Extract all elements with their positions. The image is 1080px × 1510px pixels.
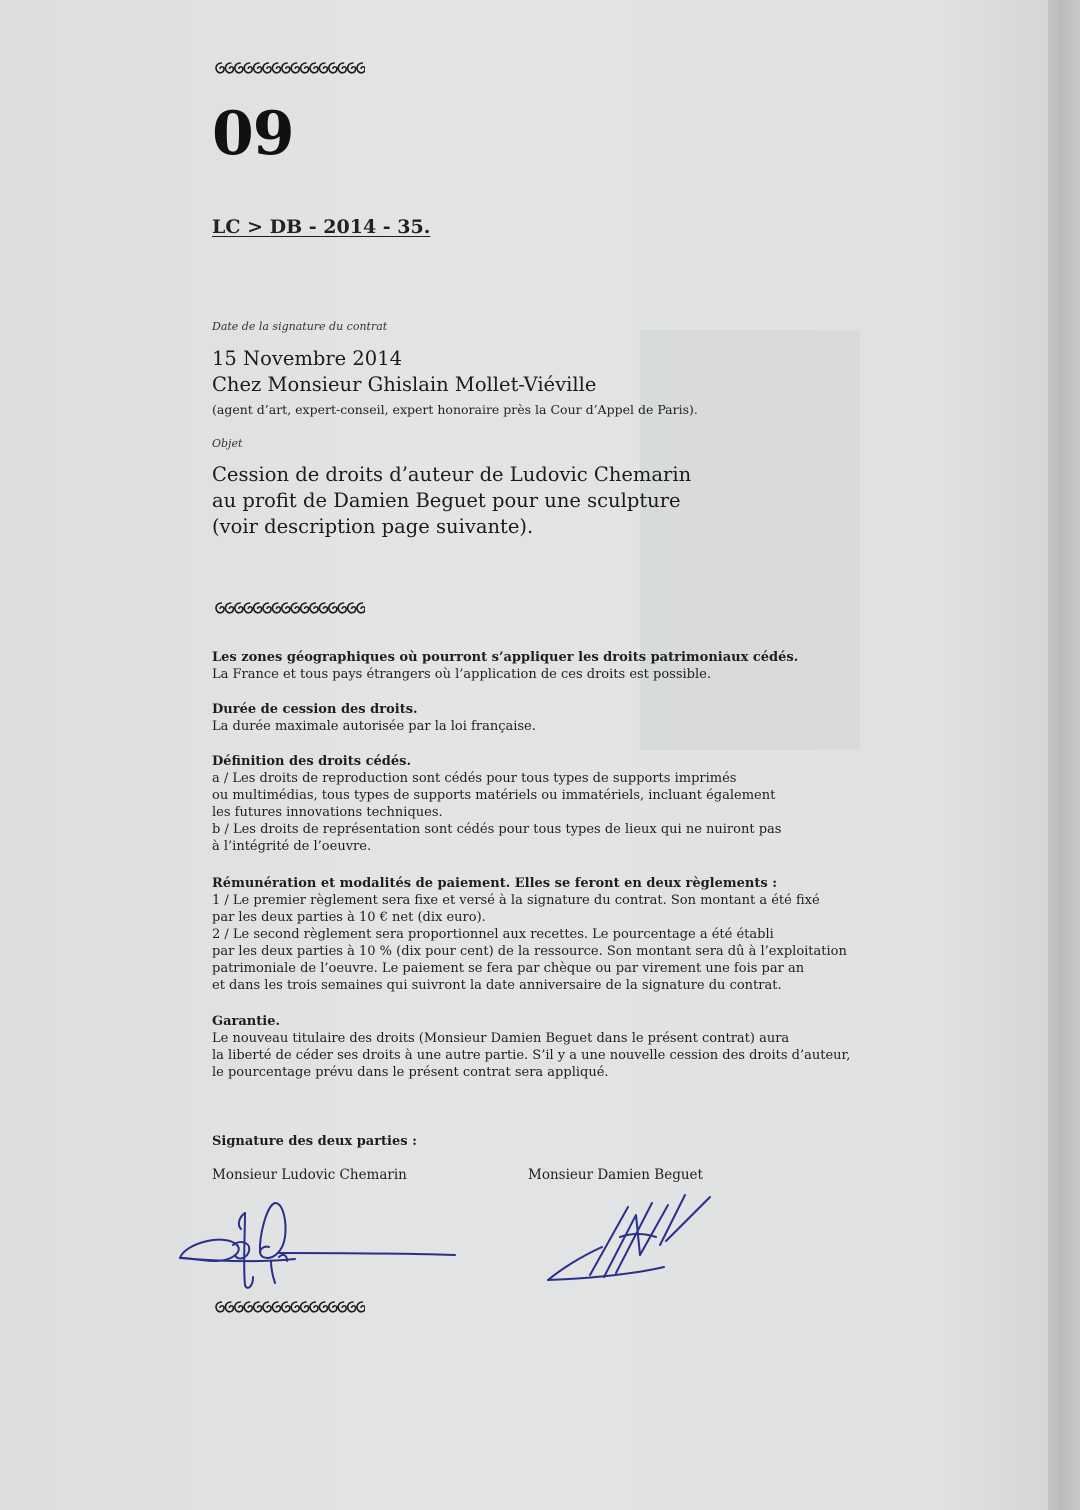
chain-link <box>244 63 252 73</box>
clause-payment <box>212 875 847 994</box>
chain-link <box>329 603 337 613</box>
chain-link <box>272 1302 280 1312</box>
show-through-shadow <box>640 330 860 750</box>
chain-link <box>301 1302 309 1312</box>
chain-link <box>348 63 356 73</box>
clause-line: a / Les droits de reproduction sont cédés pour tous types de supports imprimés <box>212 771 737 786</box>
object-text <box>212 462 691 540</box>
chain-ornament-icon <box>213 1299 365 1315</box>
chain-link <box>235 63 243 73</box>
contract-reference: LC > DB - 2014 - 35. <box>212 216 431 238</box>
contract-place: Chez Monsieur Ghislain Mollet-Viéville <box>212 373 597 396</box>
object-line: au profit de Damien Beguet pour une sculpture <box>212 489 681 512</box>
chain-link <box>263 63 271 73</box>
chain-ornament-icon <box>213 600 365 616</box>
page-number: 09 <box>212 99 294 169</box>
chain-link <box>216 1302 224 1312</box>
book-spine-shadow <box>1048 0 1080 1510</box>
chain-link <box>310 63 318 73</box>
clause-line: la liberté de céder ses droits à une autre partie. S’il y a une nouvelle cession des droits d’auteur, <box>212 1048 851 1063</box>
contract-date: 15 Novembre 2014 <box>212 347 403 370</box>
object-line: Cession de droits d’auteur de Ludovic Chemarin <box>212 463 692 486</box>
chain-link <box>291 63 299 73</box>
clause-heading: Rémunération et modalités de paiement. Elles se feront en deux règlements : <box>212 876 778 891</box>
chain-link <box>282 1302 290 1312</box>
clause-line: 2 / Le second règlement sera proportionnel aux recettes. Le pourcentage a été établi <box>212 927 774 942</box>
chain-link <box>310 1302 318 1312</box>
chain-link <box>319 603 327 613</box>
clause-line: 1 / Le premier règlement sera fixe et versé à la signature du contrat. Son montant a été fixé <box>212 893 820 908</box>
clause-definition <box>212 753 781 855</box>
clause-line: La France et tous pays étrangers où l’application de ces droits est possible. <box>212 667 711 682</box>
chain-link <box>225 603 233 613</box>
party2-name: Monsieur Damien Beguet <box>528 1167 703 1183</box>
clause-heading: Les zones géographiques où pourront s’appliquer les droits patrimoniaux cédés. <box>212 650 799 665</box>
chain-link <box>348 1302 356 1312</box>
decorative-chain-bottom <box>213 1299 365 1315</box>
signature-heading-wrap <box>212 1133 417 1150</box>
chain-link <box>235 603 243 613</box>
clause-heading: Durée de cession des droits. <box>212 702 418 717</box>
clause-line: par les deux parties à 10 % (dix pour cent) de la ressource. Son montant sera dû à l’exploitation <box>212 944 847 959</box>
chain-link <box>319 63 327 73</box>
chain-link <box>254 603 262 613</box>
clause-line: La durée maximale autorisée par la loi française. <box>212 719 536 734</box>
chain-link <box>263 1302 271 1312</box>
clause-duration <box>212 701 536 735</box>
clause-heading: Garantie. <box>212 1014 280 1029</box>
chain-link <box>235 1302 243 1312</box>
chain-link <box>272 63 280 73</box>
clause-line: le pourcentage prévu dans le présent contrat sera appliqué. <box>212 1065 609 1080</box>
chain-link <box>244 603 252 613</box>
clause-line: et dans les trois semaines qui suivront la date anniversaire de la signature du contrat. <box>212 978 782 993</box>
place-note: (agent d’art, expert-conseil, expert honoraire près la Cour d’Appel de Paris). <box>212 402 698 417</box>
decorative-chain-top <box>213 60 365 76</box>
chain-link <box>216 603 224 613</box>
chain-link <box>216 63 224 73</box>
chain-link <box>225 63 233 73</box>
clause-line: à l’intégrité de l’oeuvre. <box>212 839 372 854</box>
chain-link <box>244 1302 252 1312</box>
chain-link <box>225 1302 233 1312</box>
clause-line: les futures innovations techniques. <box>212 805 443 820</box>
chain-link <box>282 603 290 613</box>
chain-link <box>291 603 299 613</box>
chain-link <box>338 603 346 613</box>
clause-line: patrimoniale de l’oeuvre. Le paiement se fera par chèque ou par virement une fois par an <box>212 961 805 976</box>
signature-chemarin <box>175 1195 465 1295</box>
chain-link <box>357 63 365 73</box>
date-label: Date de la signature du contrat <box>212 320 388 333</box>
party1-name: Monsieur Ludovic Chemarin <box>212 1167 407 1183</box>
decorative-chain-middle <box>213 600 365 616</box>
chain-link <box>348 603 356 613</box>
chain-link <box>338 63 346 73</box>
clause-line: ou multimédias, tous types de supports matériels ou immatériels, incluant également <box>212 788 776 803</box>
signature-heading: Signature des deux parties : <box>212 1134 417 1149</box>
clause-guarantee <box>212 1013 850 1081</box>
chain-link <box>301 603 309 613</box>
object-line: (voir description page suivante). <box>212 515 534 538</box>
clause-heading: Définition des droits cédés. <box>212 754 411 769</box>
chain-link <box>357 1302 365 1312</box>
chain-link <box>357 603 365 613</box>
object-label: Objet <box>212 437 243 450</box>
chain-link <box>301 63 309 73</box>
chain-link <box>310 603 318 613</box>
clause-line: b / Les droits de représentation sont cédés pour tous types de lieux qui ne nuiront pas <box>212 822 782 837</box>
chain-link <box>263 603 271 613</box>
chain-link <box>338 1302 346 1312</box>
chain-link <box>254 1302 262 1312</box>
clause-line: Le nouveau titulaire des droits (Monsieur Damien Beguet dans le présent contrat) aura <box>212 1031 790 1046</box>
chain-link <box>329 63 337 73</box>
clause-line: par les deux parties à 10 € net (dix euro). <box>212 910 486 925</box>
clause-zones <box>212 649 798 683</box>
chain-link <box>272 603 280 613</box>
chain-link <box>329 1302 337 1312</box>
chain-link <box>319 1302 327 1312</box>
chain-link <box>282 63 290 73</box>
chain-link <box>254 63 262 73</box>
chain-link <box>291 1302 299 1312</box>
chain-ornament-icon <box>213 60 365 76</box>
signature-beguet <box>540 1185 720 1290</box>
